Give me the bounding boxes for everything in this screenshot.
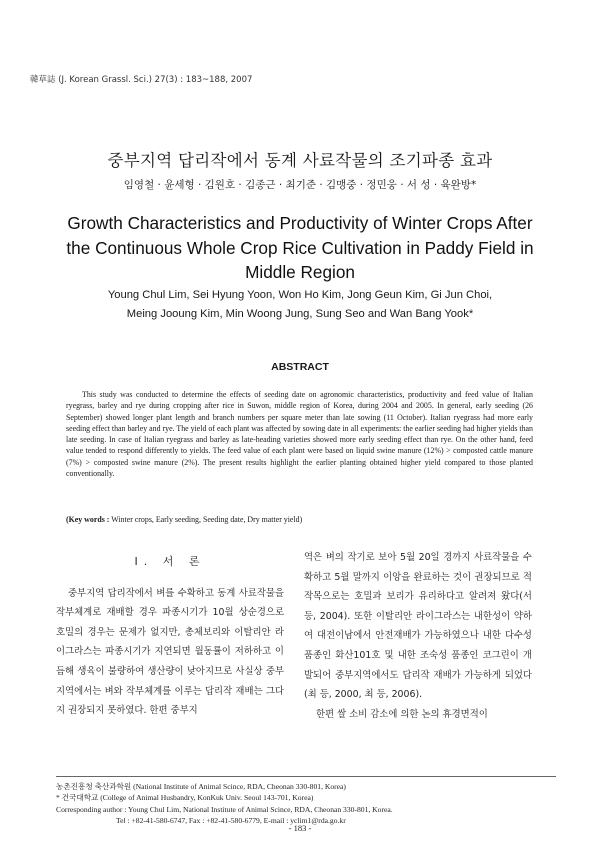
body-paragraph: 역은 벼의 작기로 보아 5월 20일 경까지 사료작물을 수확하고 5월 말까지 이앙을 완료하는 것이 권장되므로 적 작목으로는 호밀과 보리가 유리하다고 알려져 왔다(서 등, 2004). 또한 이탈리안 라이그라스는 내한성이 약하여 대전이남에서 안전재배가 가능하였으나 내한 다수성 품종인 화산101호 및 내한 조숙성 품종인 코그린이 개발되어 중부지역에서도 답리작 재배가 가능하게 되었다(최 등, 2000, 최 등, 2006). (304, 552, 532, 701)
english-authors-line-1: Young Chul Lim, Sei Hyung Yoon, Won Ho Kim, Jong Geun Kim, Gi Jun Choi, (107, 289, 493, 301)
keywords-text: Winter crops, Early seeding, Seeding date, Dry matter yield) (109, 515, 303, 524)
english-title-line-2: the Continuous Whole Crop Rice Cultivation in Paddy Field in (66, 237, 534, 258)
english-title-line-1: Growth Characteristics and Productivity of Winter Crops After (67, 213, 533, 233)
footnote-divider (56, 776, 556, 777)
page-number: - 183 - (288, 823, 312, 833)
footnote-contact: Tel : +82-41-580-6747, Fax : +82-41-580-6779, E-mail : yclim1@rda.go.kr (116, 816, 346, 826)
abstract-text: This study was conducted to determine the effects of seeding date on agronomic characteristics, productivity and feed value of Italian ryegrass, barley and rye during cropping after rice in Suwon, middle region of Korea, during 2004 and 2005. In general, early seeding (26 September) showed longer plant length and branch numbers per square meter than late sowing (11 October). Italian ryegrass had more early seeding effect than barley and rye. The yield of each plant was affected by sowing date in all experiments: the earlier seeding had higher yields than late seeding. In case of Italian ryegrass and barley as late-heading varieties showed more early seeding effect than rye. On the other hand, feed value tended to respond differently to yields. The feed value of each plant were based on liquid swine manure (12%) > composted cattle manure (7%) > composted swine manure (2%). The present results highlight the earlier planting obtained higher yield compared to those planted conventionally. (66, 390, 533, 479)
footnotes (56, 781, 556, 827)
keywords-label: (Key words : (66, 515, 110, 524)
english-title-line-3: Middle Region (245, 262, 355, 282)
footnote-corresponding-author: Corresponding author : Young Chul Lim, National Institute of Animal Scince, RDA, Cheonan 330-801, Korea. (56, 804, 393, 814)
english-authors-line-2: Meing Jooung Kim, Min Woong Jung, Sung Seo and Wan Bang Yook* (126, 308, 474, 320)
body-column-right (304, 548, 532, 724)
keywords (66, 515, 533, 524)
body-column-left (56, 552, 284, 721)
section-heading: Ⅰ. 서 론 (134, 555, 206, 568)
journal-citation: 韓草誌 (J. Korean Grassl. Sci.) 27(3) : 183~188, 2007 (30, 75, 253, 85)
body-paragraph: 중부지역 답리작에서 벼를 수확하고 동계 사료작물을 작부체계로 재배할 경우 파종시기가 10월 상순경으로 호밀의 경우는 문제가 없지만, 총체보리와 이탈리안 라이그라스는 파종시기가 지연되면 월동률이 저하하고 이듬해 생육이 불량하여 생산량이 낮아지므로 사실상 중부지역에서는 벼와 작부체계를 이루는 답리작 재배는 그다지 권장되지 못하였다. 한편 중부지 (56, 587, 284, 717)
english-authors (30, 286, 570, 324)
body-paragraph: 한편 쌀 소비 감소에 의한 논의 휴경면적이 (316, 708, 488, 720)
korean-title: 중부지역 답리작에서 동계 사료작물의 조기파종 효과 (107, 151, 493, 170)
footnote-affiliation-1: 농촌진흥청 축산과학원 (National Institute of Animal Scince, RDA, Cheonan 330-801, Korea) (56, 782, 346, 791)
abstract-heading: ABSTRACT (271, 361, 329, 373)
korean-authors: 임영철 · 윤세형 · 김원호 · 김종근 · 최기준 · 김맹중 · 정민웅 · 서 성 · 육완방* (123, 179, 477, 191)
english-title (30, 211, 570, 285)
footnote-affiliation-2: * 건국대학교 (College of Animal Husbandry, KonKuk Univ. Seoul 143-701, Korea) (56, 793, 314, 803)
